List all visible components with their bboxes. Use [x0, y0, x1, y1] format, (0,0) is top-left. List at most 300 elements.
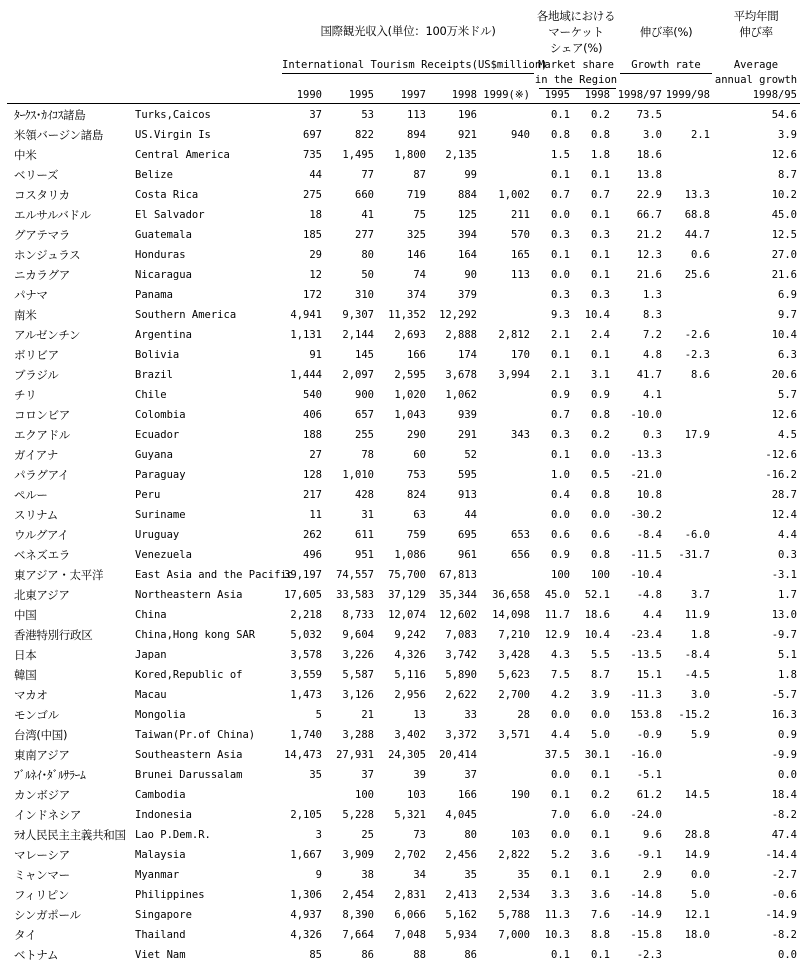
cell-y1995: 277	[355, 229, 374, 241]
region-name-jp: モンゴル	[14, 708, 59, 722]
cell-growth9897: 10.8	[636, 489, 662, 501]
region-name-jp: ﾌﾞﾙﾈｲ･ﾀﾞﾙｻﾗｰﾑ	[14, 768, 86, 782]
cell-growth9897: -16.0	[630, 749, 662, 761]
cell-growth9998: 14.5	[684, 789, 710, 801]
cell-growth9998: 14.9	[684, 849, 710, 861]
cell-y1990: 217	[303, 489, 322, 501]
cell-y1997: 2,956	[394, 689, 426, 701]
region-name-jp: ベネズエラ	[14, 548, 70, 562]
cell-avg9895: -9.9	[771, 749, 797, 761]
cell-y1997: 759	[407, 529, 426, 541]
cell-y1990: 29	[309, 249, 322, 261]
cell-y1999: 113	[511, 269, 530, 281]
cell-avg9895: -9.7	[771, 629, 797, 641]
cell-avg9895: 4.4	[778, 529, 797, 541]
cell-y1998: 5,934	[445, 929, 477, 941]
cell-avg9895: 21.6	[771, 269, 797, 281]
cell-y1999: 14,098	[492, 609, 530, 621]
cell-y1995: 951	[355, 549, 374, 561]
cell-avg9895: 16.3	[771, 709, 797, 721]
cell-y1998: 921	[458, 129, 477, 141]
cell-y1997: 113	[407, 109, 426, 121]
cell-growth9897: -2.3	[636, 949, 662, 961]
year-header-y1998: 1998	[451, 89, 477, 101]
cell-y1995: 74,557	[336, 569, 374, 581]
cell-avg9895: 9.7	[778, 309, 797, 321]
cell-avg9895: 0.3	[778, 549, 797, 561]
region-name-jp: ベトナム	[14, 948, 59, 962]
cell-growth9897: 0.3	[643, 429, 662, 441]
cell-y1995: 2,097	[342, 369, 374, 381]
cell-share1995: 11.3	[544, 909, 570, 921]
cell-y1997: 9,242	[394, 629, 426, 641]
cell-growth9897: -14.8	[630, 889, 662, 901]
cell-y1999: 5,623	[498, 669, 530, 681]
region-name-en: Bolivia	[135, 349, 180, 361]
cell-avg9895: 0.0	[778, 769, 797, 781]
cell-share1995: 12.9	[544, 629, 570, 641]
cell-share1998: 0.1	[591, 249, 610, 261]
cell-y1999: 940	[511, 129, 530, 141]
cell-avg9895: 10.2	[771, 189, 797, 201]
cell-growth9998: 1.8	[691, 629, 710, 641]
cell-growth9897: 61.2	[636, 789, 662, 801]
region-name-en: Brazil	[135, 369, 173, 381]
region-name-en: Suriname	[135, 509, 186, 521]
cell-share1998: 10.4	[584, 629, 610, 641]
cell-share1998: 1.8	[591, 149, 610, 161]
cell-avg9895: 0.0	[778, 949, 797, 961]
cell-growth9998: 3.7	[691, 589, 710, 601]
cell-share1995: 0.0	[551, 829, 570, 841]
cell-y1998: 3,678	[445, 369, 477, 381]
cell-y1990: 262	[303, 529, 322, 541]
cell-growth9998: 11.9	[684, 609, 710, 621]
cell-y1995: 5,228	[342, 809, 374, 821]
cell-avg9895: 6.9	[778, 289, 797, 301]
cell-y1995: 1,495	[342, 149, 374, 161]
cell-share1995: 0.0	[551, 209, 570, 221]
cell-growth9998: -2.6	[684, 329, 710, 341]
cell-share1998: 7.6	[591, 909, 610, 921]
cell-y1998: 35	[464, 869, 477, 881]
cell-growth9897: -21.0	[630, 469, 662, 481]
cell-y1995: 822	[355, 129, 374, 141]
cell-y1997: 325	[407, 229, 426, 241]
cell-share1995: 0.1	[551, 169, 570, 181]
region-name-en: Ecuador	[135, 429, 180, 441]
cell-y1990: 5,032	[290, 629, 322, 641]
cell-share1995: 0.9	[551, 549, 570, 561]
cell-y1999: 211	[511, 209, 530, 221]
year-header-growth9897: 1998/97	[617, 89, 662, 101]
cell-y1990: 11	[309, 509, 322, 521]
cell-share1998: 0.1	[591, 209, 610, 221]
cell-y1997: 75,700	[388, 569, 426, 581]
cell-share1998: 0.2	[591, 429, 610, 441]
cell-share1998: 3.9	[591, 689, 610, 701]
cell-share1998: 0.2	[591, 109, 610, 121]
cell-y1990: 27	[309, 449, 322, 461]
cell-y1999: 190	[511, 789, 530, 801]
cell-y1997: 374	[407, 289, 426, 301]
region-name-en: Panama	[135, 289, 173, 301]
region-name-en: Central America	[135, 149, 230, 161]
region-name-en: Indonesia	[135, 809, 192, 821]
cell-growth9897: 7.2	[643, 329, 662, 341]
cell-y1999: 28	[517, 709, 530, 721]
region-name-jp: カンボジア	[14, 788, 70, 802]
cell-y1998: 5,890	[445, 669, 477, 681]
cell-y1995: 255	[355, 429, 374, 441]
cell-share1995: 4.4	[551, 729, 570, 741]
cell-y1999: 103	[511, 829, 530, 841]
region-name-en: East Asia and the Pacific	[135, 569, 294, 581]
region-name-en: Belize	[135, 169, 173, 181]
cell-y1995: 3,909	[342, 849, 374, 861]
cell-y1999: 5,788	[498, 909, 530, 921]
cell-y1998: 196	[458, 109, 477, 121]
cell-y1990: 735	[303, 149, 322, 161]
cell-avg9895: -14.9	[765, 909, 797, 921]
region-name-en: Japan	[135, 649, 167, 661]
cell-share1995: 0.7	[551, 409, 570, 421]
cell-growth9897: 18.6	[636, 149, 662, 161]
cell-y1995: 3,226	[342, 649, 374, 661]
region-name-jp: ベリーズ	[14, 168, 59, 182]
region-name-en: Chile	[135, 389, 167, 401]
region-name-en: US.Virgin Is	[135, 129, 211, 141]
cell-share1998: 5.5	[591, 649, 610, 661]
region-name-jp: ニカラグア	[14, 268, 70, 282]
cell-y1995: 2,144	[342, 329, 374, 341]
cell-growth9998: 12.1	[684, 909, 710, 921]
cell-y1998: 595	[458, 469, 477, 481]
cell-y1998: 33	[464, 709, 477, 721]
cell-y1995: 100	[355, 789, 374, 801]
cell-share1998: 0.0	[591, 449, 610, 461]
cell-y1997: 11,352	[388, 309, 426, 321]
cell-y1997: 290	[407, 429, 426, 441]
cell-y1990: 17,605	[284, 589, 322, 601]
region-name-jp: 香港特別行政区	[14, 628, 93, 642]
cell-y1995: 77	[361, 169, 374, 181]
cell-y1995: 611	[355, 529, 374, 541]
cell-share1995: 0.0	[551, 509, 570, 521]
cell-growth9897: -9.1	[636, 849, 662, 861]
region-name-en: Guyana	[135, 449, 173, 461]
cell-share1995: 0.1	[551, 109, 570, 121]
cell-y1995: 8,390	[342, 909, 374, 921]
cell-y1997: 34	[413, 869, 426, 881]
cell-y1998: 2,888	[445, 329, 477, 341]
cell-share1998: 0.1	[591, 269, 610, 281]
cell-y1990: 4,937	[290, 909, 322, 921]
cell-growth9998: 25.6	[684, 269, 710, 281]
region-name-en: Brunei Darussalam	[135, 769, 243, 781]
cell-share1995: 45.0	[544, 589, 570, 601]
cell-share1995: 11.7	[544, 609, 570, 621]
cell-growth9998: 8.6	[691, 369, 710, 381]
cell-growth9998: 5.9	[691, 729, 710, 741]
region-name-jp: アルゼンチン	[14, 328, 81, 342]
cell-y1995: 3,288	[342, 729, 374, 741]
cell-avg9895: 47.4	[771, 829, 797, 841]
cell-y1995: 53	[361, 109, 374, 121]
cell-y1998: 52	[464, 449, 477, 461]
cell-y1999: 170	[511, 349, 530, 361]
cell-growth9897: -0.9	[636, 729, 662, 741]
cell-growth9897: 12.3	[636, 249, 662, 261]
cell-y1998: 379	[458, 289, 477, 301]
region-name-jp: 北東アジア	[14, 588, 70, 602]
cell-share1995: 9.3	[551, 309, 570, 321]
cell-share1998: 0.3	[591, 289, 610, 301]
cell-y1997: 74	[413, 269, 426, 281]
region-name-en: Nicaragua	[135, 269, 192, 281]
cell-growth9897: 8.3	[643, 309, 662, 321]
cell-y1990: 406	[303, 409, 322, 421]
cell-y1995: 21	[361, 709, 374, 721]
cell-growth9998: -2.3	[684, 349, 710, 361]
cell-y1995: 5,587	[342, 669, 374, 681]
cell-share1995: 5.2	[551, 849, 570, 861]
cell-y1990: 1,444	[290, 369, 322, 381]
cell-share1995: 0.1	[551, 449, 570, 461]
region-name-jp: 南米	[14, 308, 37, 322]
cell-y1999: 7,000	[498, 929, 530, 941]
cell-avg9895: 5.7	[778, 389, 797, 401]
cell-growth9897: 41.7	[636, 369, 662, 381]
cell-y1995: 50	[361, 269, 374, 281]
cell-share1995: 0.1	[551, 349, 570, 361]
region-name-jp: パラグアイ	[14, 468, 69, 482]
cell-growth9998: 3.0	[691, 689, 710, 701]
cell-y1995: 310	[355, 289, 374, 301]
cell-avg9895: 12.5	[771, 229, 797, 241]
region-name-jp: シンガポール	[14, 908, 81, 922]
cell-share1998: 0.8	[591, 129, 610, 141]
cell-y1998: 90	[464, 269, 477, 281]
cell-growth9897: 1.3	[643, 289, 662, 301]
cell-y1995: 80	[361, 249, 374, 261]
cell-y1998: 20,414	[439, 749, 477, 761]
cell-share1998: 6.0	[591, 809, 610, 821]
cell-y1998: 1,062	[445, 389, 477, 401]
avg-title-en1: Average	[733, 59, 779, 71]
cell-y1997: 87	[413, 169, 426, 181]
cell-share1998: 100	[591, 569, 610, 581]
cell-growth9998: -6.0	[684, 529, 710, 541]
year-header-avg9895: 1998/95	[752, 89, 797, 101]
cell-y1998: 291	[458, 429, 477, 441]
cell-y1990: 1,306	[290, 889, 322, 901]
region-name-en: Honduras	[135, 249, 186, 261]
region-name-jp: ウルグアイ	[14, 528, 69, 542]
cell-share1998: 2.4	[591, 329, 610, 341]
cell-y1997: 12,074	[388, 609, 426, 621]
region-name-en: Southeastern Asia	[135, 749, 243, 761]
share-title-line2: マーケット	[548, 25, 604, 39]
cell-y1990: 3	[315, 829, 322, 841]
cell-y1997: 719	[407, 189, 426, 201]
region-name-jp: ブラジル	[14, 368, 59, 382]
cell-share1995: 10.3	[544, 929, 570, 941]
cell-avg9895: -16.2	[765, 469, 797, 481]
cell-y1990: 1,740	[290, 729, 322, 741]
cell-y1997: 166	[407, 349, 426, 361]
cell-y1999: 570	[511, 229, 530, 241]
share-title-en1: Market share	[538, 59, 614, 71]
cell-avg9895: -2.7	[771, 869, 797, 881]
cell-avg9895: 13.0	[771, 609, 797, 621]
header-divider	[7, 103, 800, 104]
cell-y1999: 3,994	[498, 369, 530, 381]
cell-avg9895: 20.6	[771, 369, 797, 381]
cell-y1997: 2,595	[394, 369, 426, 381]
cell-share1995: 3.3	[551, 889, 570, 901]
share-title-line1: 各地域における	[536, 9, 616, 23]
region-name-en: Turks,Caicos	[135, 109, 211, 121]
growth-title-en: Growth rate	[631, 59, 701, 71]
cell-avg9895: 12.6	[771, 409, 797, 421]
region-name-jp: コスタリカ	[14, 188, 70, 202]
cell-avg9895: 6.3	[778, 349, 797, 361]
cell-avg9895: -8.2	[771, 929, 797, 941]
cell-y1997: 63	[413, 509, 426, 521]
cell-share1998: 52.1	[584, 589, 610, 601]
cell-y1990: 540	[303, 389, 322, 401]
cell-y1995: 657	[355, 409, 374, 421]
cell-growth9998: 0.6	[691, 249, 710, 261]
cell-growth9897: 13.8	[636, 169, 662, 181]
cell-y1990: 1,473	[290, 689, 322, 701]
cell-y1990: 91	[309, 349, 322, 361]
cell-y1995: 33,583	[336, 589, 374, 601]
region-name-en: Northeastern Asia	[135, 589, 243, 601]
cell-y1998: 164	[458, 249, 477, 261]
cell-growth9897: -8.4	[636, 529, 662, 541]
cell-y1997: 24,305	[388, 749, 426, 761]
cell-y1995: 27,931	[336, 749, 374, 761]
region-name-jp: フィリピン	[14, 888, 70, 902]
cell-avg9895: -8.2	[771, 809, 797, 821]
cell-y1998: 884	[458, 189, 477, 201]
cell-y1998: 394	[458, 229, 477, 241]
cell-y1998: 35,344	[439, 589, 477, 601]
cell-growth9897: 4.4	[643, 609, 662, 621]
cell-share1995: 7.0	[551, 809, 570, 821]
region-name-en: Uruguay	[135, 529, 180, 541]
region-name-jp: タイ	[14, 928, 37, 942]
cell-y1999: 2,822	[498, 849, 530, 861]
cell-share1995: 0.1	[551, 869, 570, 881]
region-name-jp: ボリビア	[14, 348, 59, 362]
cell-y1997: 2,693	[394, 329, 426, 341]
cell-share1998: 0.1	[591, 949, 610, 961]
cell-growth9897: -30.2	[630, 509, 662, 521]
region-name-en: El Salvador	[135, 209, 205, 221]
region-name-en: Viet Nam	[135, 949, 186, 961]
cell-y1998: 5,162	[445, 909, 477, 921]
cell-y1995: 41	[361, 209, 374, 221]
cell-y1998: 3,742	[445, 649, 477, 661]
region-name-jp: チリ	[14, 388, 37, 402]
cell-y1999: 3,428	[498, 649, 530, 661]
cell-share1995: 0.1	[551, 789, 570, 801]
cell-share1998: 3.6	[591, 889, 610, 901]
cell-y1997: 5,116	[394, 669, 426, 681]
cell-share1998: 8.7	[591, 669, 610, 681]
cell-avg9895: 4.5	[778, 429, 797, 441]
region-name-en: China,Hong kong SAR	[135, 629, 256, 641]
cell-y1990: 496	[303, 549, 322, 561]
cell-y1998: 166	[458, 789, 477, 801]
cell-growth9998: -4.5	[684, 669, 710, 681]
cell-share1998: 3.1	[591, 369, 610, 381]
cell-avg9895: 45.0	[771, 209, 797, 221]
cell-growth9998: 2.1	[691, 129, 710, 141]
cell-y1998: 7,083	[445, 629, 477, 641]
region-name-en: Singapore	[135, 909, 192, 921]
region-name-jp: 東アジア・太平洋	[14, 568, 104, 582]
cell-share1995: 7.5	[551, 669, 570, 681]
region-name-jp: ガイアナ	[14, 448, 59, 462]
cell-share1995: 100	[551, 569, 570, 581]
cell-y1990: 3,559	[290, 669, 322, 681]
region-name-jp: 日本	[14, 648, 37, 662]
cell-avg9895: 12.4	[771, 509, 797, 521]
cell-share1995: 4.3	[551, 649, 570, 661]
cell-growth9897: 153.8	[630, 709, 662, 721]
cell-y1990: 2,218	[290, 609, 322, 621]
cell-y1990: 3,578	[290, 649, 322, 661]
cell-avg9895: 8.7	[778, 169, 797, 181]
cell-share1995: 2.1	[551, 369, 570, 381]
cell-growth9998: -15.2	[678, 709, 710, 721]
cell-y1999: 2,700	[498, 689, 530, 701]
region-name-jp: インドネシア	[14, 808, 82, 822]
cell-avg9895: -3.1	[771, 569, 797, 581]
cell-share1998: 0.8	[591, 489, 610, 501]
cell-growth9998: -8.4	[684, 649, 710, 661]
cell-growth9897: -23.4	[630, 629, 662, 641]
region-name-en: Cambodia	[135, 789, 186, 801]
cell-share1995: 0.1	[551, 949, 570, 961]
cell-y1997: 13	[413, 709, 426, 721]
region-name-jp: エルサルバドル	[14, 208, 91, 222]
region-name-jp: 中米	[14, 148, 37, 162]
cell-y1990: 39,197	[284, 569, 322, 581]
cell-y1995: 9,307	[342, 309, 374, 321]
cell-y1995: 2,454	[342, 889, 374, 901]
cell-share1995: 2.1	[551, 329, 570, 341]
cell-y1999: 2,812	[498, 329, 530, 341]
cell-y1999: 2,534	[498, 889, 530, 901]
cell-share1995: 0.7	[551, 189, 570, 201]
cell-y1990: 35	[309, 769, 322, 781]
cell-y1998: 99	[464, 169, 477, 181]
cell-y1990: 37	[309, 109, 322, 121]
year-header-y1990: 1990	[296, 89, 322, 101]
cell-share1995: 0.4	[551, 489, 570, 501]
cell-y1998: 12,292	[439, 309, 477, 321]
cell-y1990: 275	[303, 189, 322, 201]
cell-avg9895: 18.4	[771, 789, 797, 801]
cell-y1999: 7,210	[498, 629, 530, 641]
region-name-en: Peru	[135, 489, 161, 501]
cell-growth9897: 66.7	[636, 209, 662, 221]
